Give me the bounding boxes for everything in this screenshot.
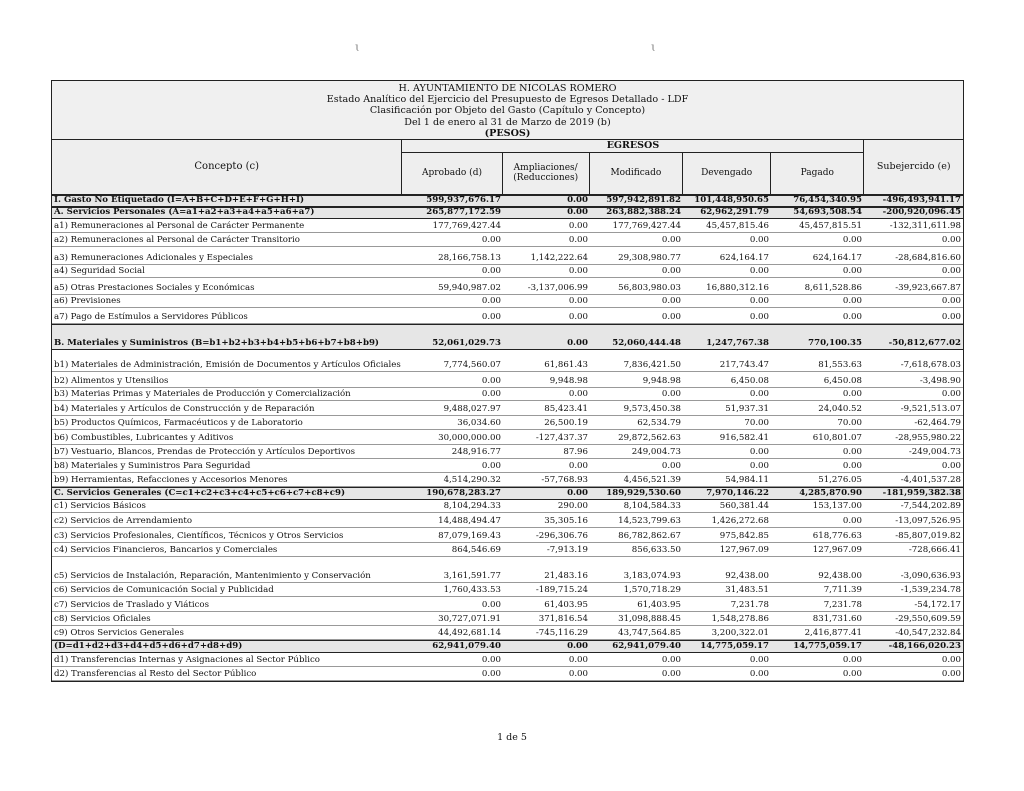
row-value: 62,941,079.40 xyxy=(432,641,501,652)
row-concept: c3) Servicios Profesionales, Científicos, Técnicos y Otros Servicios xyxy=(54,531,344,542)
row-value: 0.00 xyxy=(481,266,501,277)
row-concept: b6) Combustibles, Lubricantes y Aditivos xyxy=(54,433,234,444)
row-value: 0.00 xyxy=(842,447,862,458)
row-value: 0.00 xyxy=(567,207,588,218)
row-value: 35,305.16 xyxy=(544,516,588,527)
row-value: 290.00 xyxy=(557,501,588,512)
row-value: 624,164.17 xyxy=(812,253,862,264)
row-value: 0.00 xyxy=(749,669,769,680)
row-value: -54,172.17 xyxy=(914,600,961,611)
row-value: 177,769,427.44 xyxy=(612,221,681,232)
row-value: 831,731.60 xyxy=(812,614,862,625)
row-value: 0.00 xyxy=(842,266,862,277)
row-value: -62,464.79 xyxy=(914,418,961,429)
row-concept: b8) Materiales y Suministros Para Seguridad xyxy=(54,461,251,472)
row-value: 1,142,222.64 xyxy=(530,253,588,264)
col-ampliaciones: Ampliaciones/ (Reducciones) xyxy=(503,153,590,194)
row-value: -181,959,382.38 xyxy=(882,488,961,499)
row-value: 9,948.98 xyxy=(642,376,681,387)
row-value: 14,488,494.47 xyxy=(438,516,501,527)
row-value: 0.00 xyxy=(842,516,862,527)
row-value: 3,200,322.01 xyxy=(711,628,769,639)
row-value: 14,523,799.63 xyxy=(618,516,681,527)
col-subejercido: Subejercido (e) xyxy=(876,161,951,173)
row-value: 28,166,758.13 xyxy=(438,253,501,264)
table-row xyxy=(52,528,963,543)
row-value: 0.00 xyxy=(842,461,862,472)
table-row xyxy=(52,388,963,401)
row-value: -249,004.73 xyxy=(908,447,961,458)
row-value: 0.00 xyxy=(941,389,961,400)
table-row xyxy=(52,247,963,265)
row-value: 0.00 xyxy=(941,669,961,680)
row-value: 190,678,283.27 xyxy=(426,488,501,499)
row-value: 0.00 xyxy=(661,669,681,680)
row-value: 0.00 xyxy=(749,312,769,323)
table-row xyxy=(52,401,963,416)
scan-mark: ɩ xyxy=(651,40,656,54)
row-value: -40,547,232.84 xyxy=(895,628,961,639)
col-modificado: Modificado xyxy=(590,153,683,194)
row-concept: a6) Previsiones xyxy=(54,296,121,307)
row-value: 7,711.39 xyxy=(823,585,862,596)
row-value: 87,079,169.43 xyxy=(438,531,501,542)
row-value: -4,401,537.28 xyxy=(900,475,961,486)
row-value: 4,285,870.90 xyxy=(799,488,862,499)
row-value: -296,306.76 xyxy=(535,531,588,542)
row-value: 0.00 xyxy=(481,669,501,680)
row-value: 43,747,564.85 xyxy=(618,628,681,639)
row-value: -3,090,636.93 xyxy=(900,571,961,582)
row-value: -728,666.41 xyxy=(908,545,961,556)
row-value: 7,836,421.50 xyxy=(623,360,681,371)
row-value: -9,521,513.07 xyxy=(900,404,961,415)
row-value: 0.00 xyxy=(749,655,769,666)
row-value: -496,493,941.17 xyxy=(882,195,961,206)
row-concept: c4) Servicios Financieros, Bancarios y Comerciales xyxy=(54,545,278,556)
table-row xyxy=(52,513,963,528)
row-value: -200,920,096.45 xyxy=(882,207,961,218)
report-classification: Clasificación por Objeto del Gasto (Capítulo y Concepto) xyxy=(369,105,646,117)
row-value: 0.00 xyxy=(568,312,588,323)
table-row xyxy=(52,372,963,388)
table-row xyxy=(52,278,963,295)
row-value: 0.00 xyxy=(661,312,681,323)
row-value: 3,161,591.77 xyxy=(443,571,501,582)
row-value: 54,693,508.54 xyxy=(793,207,862,218)
row-value: 189,929,530.60 xyxy=(606,488,681,499)
row-value: 45,457,815.51 xyxy=(799,221,862,232)
table-row xyxy=(52,653,963,667)
row-value: 0.00 xyxy=(941,235,961,246)
row-value: 0.00 xyxy=(842,669,862,680)
row-value: 0.00 xyxy=(749,235,769,246)
row-concept: (D=d1+d2+d3+d4+d5+d6+d7+d8+d9) xyxy=(54,641,243,652)
row-value: -132,311,611.98 xyxy=(889,221,961,232)
row-value: -7,618,678.03 xyxy=(900,360,961,371)
row-value: -3,498.90 xyxy=(919,376,961,387)
scan-mark: ɩ xyxy=(355,40,360,54)
row-concept: a7) Pago de Estímulos a Servidores Públicos xyxy=(54,312,248,323)
row-value: -85,807,019.82 xyxy=(895,531,961,542)
row-value: 44,492,681.14 xyxy=(438,628,501,639)
row-value: 7,231.78 xyxy=(823,600,862,611)
row-value: 599,937,676.17 xyxy=(426,195,501,206)
row-value: 14,775,059.17 xyxy=(700,641,769,652)
row-value: 29,872,562.63 xyxy=(618,433,681,444)
row-value: 3,183,074.93 xyxy=(623,571,681,582)
row-value: 30,000,000.00 xyxy=(438,433,501,444)
budget-report xyxy=(51,80,964,682)
table-row xyxy=(52,195,963,207)
row-value: 30,727,071.91 xyxy=(438,614,501,625)
row-value: 2,416,877.41 xyxy=(804,628,862,639)
row-value: 1,548,278.86 xyxy=(711,614,769,625)
report-header xyxy=(52,81,963,140)
row-value: 0.00 xyxy=(481,600,501,611)
row-concept: a4) Seguridad Social xyxy=(54,266,145,277)
table-row xyxy=(52,445,963,459)
row-value: 153,137.00 xyxy=(812,501,862,512)
row-value: 81,553.63 xyxy=(818,360,862,371)
row-value: 0.00 xyxy=(661,296,681,307)
row-value: 70.00 xyxy=(837,418,862,429)
row-concept: c2) Servicios de Arrendamiento xyxy=(54,516,193,527)
row-value: 0.00 xyxy=(481,235,501,246)
row-value: 0.00 xyxy=(842,389,862,400)
row-value: -1,539,234.78 xyxy=(900,585,961,596)
row-value: 0.00 xyxy=(568,389,588,400)
row-value: 4,456,521.39 xyxy=(623,475,681,486)
row-value: -28,955,980.22 xyxy=(895,433,961,444)
row-value: 0.00 xyxy=(842,235,862,246)
row-value: 61,403.95 xyxy=(637,600,681,611)
row-value: 7,970,146.22 xyxy=(706,488,769,499)
row-value: 0.00 xyxy=(568,669,588,680)
row-value: -57,768.93 xyxy=(541,475,588,486)
row-value: 0.00 xyxy=(661,235,681,246)
row-concept: c9) Otros Servicios Generales xyxy=(54,628,184,639)
row-value: 101,448,950.65 xyxy=(694,195,769,206)
table-row xyxy=(52,543,963,557)
row-value: 9,948.98 xyxy=(549,376,588,387)
row-value: 1,760,433.53 xyxy=(443,585,501,596)
row-value: -3,137,006.99 xyxy=(527,283,588,294)
row-value: 16,880,312.16 xyxy=(706,283,769,294)
row-value: 0.00 xyxy=(661,461,681,472)
row-value: 8,104,294.33 xyxy=(443,501,501,512)
table-row xyxy=(52,500,963,513)
row-value: 0.00 xyxy=(749,266,769,277)
table-row xyxy=(52,612,963,626)
row-value: 610,801.07 xyxy=(812,433,862,444)
row-value: 1,247,767.38 xyxy=(706,338,769,349)
row-value: 52,060,444.48 xyxy=(612,338,681,349)
egresos-title: EGRESOS xyxy=(402,140,863,153)
row-value: 0.00 xyxy=(567,195,588,206)
row-value: 624,164.17 xyxy=(719,253,769,264)
table-row xyxy=(52,430,963,445)
row-value: -13,097,526.95 xyxy=(895,516,961,527)
row-value: 0.00 xyxy=(749,461,769,472)
table-row xyxy=(52,219,963,233)
row-concept: b7) Vestuario, Blancos, Prendas de Protección y Artículos Deportivos xyxy=(54,447,356,458)
row-value: 86,782,862.67 xyxy=(618,531,681,542)
row-value: -50,812,677.02 xyxy=(888,338,961,349)
row-value: 371,816.54 xyxy=(538,614,588,625)
row-value: 0.00 xyxy=(481,655,501,666)
row-concept: C. Servicios Generales (C=c1+c2+c3+c4+c5+c6+c7+c8+c9) xyxy=(54,488,346,499)
row-value: 0.00 xyxy=(661,266,681,277)
row-value: 92,438.00 xyxy=(818,571,862,582)
table-row xyxy=(52,473,963,487)
row-concept: c7) Servicios de Traslado y Viáticos xyxy=(54,600,210,611)
row-value: 62,962,291.79 xyxy=(700,207,769,218)
col-aprobado: Aprobado (d) xyxy=(402,153,502,194)
row-concept: b9) Herramientas, Refacciones y Accesorios Menores xyxy=(54,475,288,486)
row-value: 0.00 xyxy=(842,655,862,666)
row-value: 0.00 xyxy=(941,312,961,323)
row-concept: b1) Materiales de Administración, Emisión de Documentos y Artículos Oficiales xyxy=(54,360,401,371)
row-value: 7,231.78 xyxy=(730,600,769,611)
row-value: -39,923,667.87 xyxy=(895,283,961,294)
row-value: 87.96 xyxy=(563,447,588,458)
row-value: 8,104,584.33 xyxy=(623,501,681,512)
row-concept: a2) Remuneraciones al Personal de Carácter Transitorio xyxy=(54,235,300,246)
row-value: 52,061,029.73 xyxy=(432,338,501,349)
report-title: Estado Analítico del Ejercicio del Presupuesto de Egresos Detallado - LDF xyxy=(326,94,689,106)
row-concept: b5) Productos Químicos, Farmacéuticos y de Laboratorio xyxy=(54,418,303,429)
row-value: 560,381.44 xyxy=(719,501,769,512)
row-value: 0.00 xyxy=(481,376,501,387)
row-value: 0.00 xyxy=(568,296,588,307)
row-value: 31,098,888.45 xyxy=(618,614,681,625)
table-row xyxy=(52,308,963,324)
row-value: 21,483.16 xyxy=(544,571,588,582)
table-row xyxy=(52,265,963,278)
row-value: 0.00 xyxy=(481,296,501,307)
row-value: 0.00 xyxy=(568,266,588,277)
egresos-group xyxy=(402,140,864,194)
row-value: 24,040.52 xyxy=(818,404,862,415)
row-value: 0.00 xyxy=(567,641,588,652)
row-concept: c6) Servicios de Comunicación Social y Publicidad xyxy=(54,585,274,596)
row-concept: a1) Remuneraciones al Personal de Carácter Permanente xyxy=(54,221,305,232)
row-value: 6,450.08 xyxy=(730,376,769,387)
table-row xyxy=(52,459,963,473)
row-value: 248,916.77 xyxy=(451,447,501,458)
report-currency: (PESOS) xyxy=(484,127,531,139)
row-value: 9,488,027.97 xyxy=(443,404,501,415)
row-concept: A. Servicios Personales (A=a1+a2+a3+a4+a5+a6+a7) xyxy=(54,207,315,218)
row-value: 0.00 xyxy=(941,266,961,277)
row-value: 36,034.60 xyxy=(457,418,501,429)
row-value: 6,450.08 xyxy=(823,376,862,387)
table-row xyxy=(52,640,963,653)
row-value: 62,941,079.40 xyxy=(612,641,681,652)
table-row xyxy=(52,487,963,500)
row-value: 916,582.41 xyxy=(719,433,769,444)
row-concept: b4) Materiales y Artículos de Construcción y de Reparación xyxy=(54,404,315,415)
row-value: -127,437.37 xyxy=(535,433,588,444)
row-concept: c8) Servicios Oficiales xyxy=(54,614,151,625)
page-number: 1 de 5 xyxy=(497,732,527,743)
row-concept: c1) Servicios Básicos xyxy=(54,501,146,512)
row-value: 864,546.69 xyxy=(451,545,501,556)
row-value: 14,775,059.17 xyxy=(793,641,862,652)
row-value: 217,743.47 xyxy=(719,360,769,371)
row-value: 127,967.09 xyxy=(719,545,769,556)
row-value: 4,514,290.32 xyxy=(443,475,501,486)
row-value: 0.00 xyxy=(481,461,501,472)
row-value: 0.00 xyxy=(749,389,769,400)
row-value: 0.00 xyxy=(567,338,588,349)
municipality-name: H. AYUNTAMIENTO DE NICOLAS ROMERO xyxy=(398,83,617,94)
table-row xyxy=(52,416,963,430)
row-value: 0.00 xyxy=(941,296,961,307)
row-value: 45,457,815.46 xyxy=(706,221,769,232)
col-concepto: Concepto (c) xyxy=(52,140,402,194)
table-body xyxy=(52,195,963,681)
row-value: 70.00 xyxy=(744,418,769,429)
row-value: 8,611,528.86 xyxy=(804,283,862,294)
row-value: 0.00 xyxy=(568,461,588,472)
row-value: 1,570,718.29 xyxy=(623,585,681,596)
row-value: 0.00 xyxy=(661,655,681,666)
row-value: 249,004.73 xyxy=(631,447,681,458)
table-row xyxy=(52,626,963,640)
row-value: 177,769,427.44 xyxy=(432,221,501,232)
row-value: 59,940,987.02 xyxy=(438,283,501,294)
row-concept: c5) Servicios de Instalación, Reparación, Mantenimiento y Conservación xyxy=(54,571,371,582)
table-row xyxy=(52,597,963,612)
row-value: 1,426,272.68 xyxy=(711,516,769,527)
row-value: 975,842.85 xyxy=(719,531,769,542)
row-value: 0.00 xyxy=(481,389,501,400)
row-value: 26,500.19 xyxy=(544,418,588,429)
row-concept: B. Materiales y Suministros (B=b1+b2+b3+b4+b5+b6+b7+b8+b9) xyxy=(54,338,379,349)
row-value: 51,937.31 xyxy=(725,404,769,415)
row-value: 263,882,388.24 xyxy=(606,207,681,218)
row-value: 29,308,980.77 xyxy=(618,253,681,264)
table-row xyxy=(52,583,963,597)
row-value: 265,877,172.59 xyxy=(426,207,501,218)
row-value: 0.00 xyxy=(568,235,588,246)
row-value: 0.00 xyxy=(749,447,769,458)
row-value: 0.00 xyxy=(749,296,769,307)
row-concept: b2) Alimentos y Utensilios xyxy=(54,376,169,387)
table-row xyxy=(52,207,963,219)
row-value: 0.00 xyxy=(941,655,961,666)
row-value: 92,438.00 xyxy=(725,571,769,582)
table-row xyxy=(52,350,963,372)
row-value: 770,100.35 xyxy=(808,338,862,349)
row-value: 51,276.05 xyxy=(818,475,862,486)
row-value: 597,942,891.82 xyxy=(606,195,681,206)
table-row xyxy=(52,233,963,247)
row-concept: b3) Materias Primas y Materiales de Producción y Comercialización xyxy=(54,389,351,400)
row-value: -745,116.29 xyxy=(535,628,588,639)
row-concept: a3) Remuneraciones Adicionales y Especiales xyxy=(54,253,253,264)
row-value: -7,913.19 xyxy=(546,545,588,556)
table-row xyxy=(52,557,963,583)
row-value: 856,633.50 xyxy=(631,545,681,556)
row-value: -7,544,202.89 xyxy=(900,501,961,512)
col-pagado: Pagado xyxy=(800,168,834,179)
col-devengado: Devengado xyxy=(683,153,771,194)
row-value: -28,684,816.60 xyxy=(895,253,961,264)
row-value: 0.00 xyxy=(842,312,862,323)
row-value: 85,423.41 xyxy=(544,404,588,415)
row-value: 0.00 xyxy=(568,221,588,232)
row-value: 61,403.95 xyxy=(544,600,588,611)
table-row xyxy=(52,667,963,681)
table-row xyxy=(52,295,963,308)
row-concept: a5) Otras Prestaciones Sociales y Económicas xyxy=(54,283,255,294)
table-row xyxy=(52,324,963,350)
row-value: 54,984.11 xyxy=(725,475,769,486)
column-header xyxy=(52,140,963,195)
row-value: 618,776.63 xyxy=(812,531,862,542)
row-value: 31,483.51 xyxy=(725,585,769,596)
row-value: -189,715.24 xyxy=(535,585,588,596)
row-concept: I. Gasto No Etiquetado (I=A+B+C+D+E+F+G+H+I) xyxy=(54,195,305,206)
row-value: 76,454,340.95 xyxy=(793,195,862,206)
row-value: 0.00 xyxy=(661,389,681,400)
row-value: 0.00 xyxy=(568,655,588,666)
row-value: 62,534.79 xyxy=(637,418,681,429)
row-value: 9,573,450.38 xyxy=(623,404,681,415)
row-value: 0.00 xyxy=(481,312,501,323)
row-value: 0.00 xyxy=(842,296,862,307)
row-value: 61,861.43 xyxy=(544,360,588,371)
row-concept: d1) Transferencias Internas y Asignaciones al Sector Público xyxy=(54,655,320,666)
row-value: 0.00 xyxy=(941,461,961,472)
row-value: -48,166,020.23 xyxy=(888,641,961,652)
row-value: 56,803,980.03 xyxy=(618,283,681,294)
row-value: -29,550,609.59 xyxy=(895,614,961,625)
row-concept: d2) Transferencias al Resto del Sector Público xyxy=(54,669,257,680)
row-value: 127,967.09 xyxy=(812,545,862,556)
report-period: Del 1 de enero al 31 de Marzo de 2019 (b) xyxy=(404,116,611,128)
row-value: 7,774,560.07 xyxy=(443,360,501,371)
row-value: 0.00 xyxy=(567,488,588,499)
